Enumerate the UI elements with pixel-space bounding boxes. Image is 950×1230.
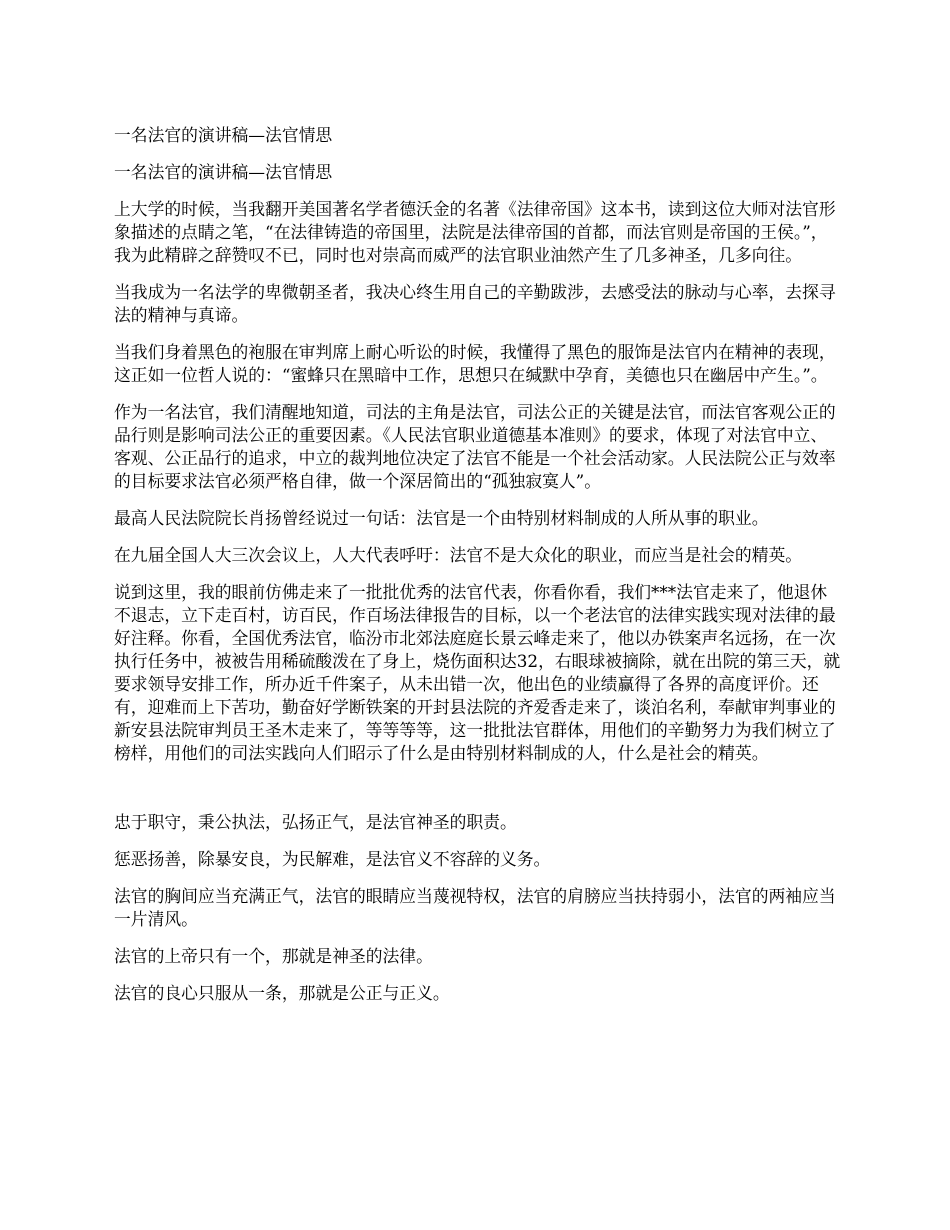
paragraph: 忠于职守，秉公执法，弘扬正气，是法官神圣的职责。 <box>114 812 517 832</box>
document-subtitle: 一名法官的演讲稿—法官情思 <box>114 162 333 182</box>
paragraph: 上大学的时候，当我翻开美国著名学者德沃金的名著《法律帝国》这本书，读到这位大师对法官形象描述的点睛之笔，“在法律铸造的帝国里，法院是法律帝国的首都，而法官则是帝国的王侯。”，我为此精辟之辞赞叹不已，同时也对崇高而威严的法官职业油然产生了几多神圣，几多向往。 <box>114 199 836 265</box>
document-title: 一名法官的演讲稿—法官情思 <box>114 125 333 145</box>
paragraph: 法官的良心只服从一条，那就是公正与正义。 <box>114 983 450 1003</box>
paragraph: 在九届全国人大三次会议上，人大代表呼吁：法官不是大众化的职业，而应当是社会的精英。 <box>114 545 803 565</box>
paragraph: 说到这里，我的眼前仿佛走来了一批批优秀的法官代表，你看你看，我们***法官走来了，他退休不退志，立下走百村，访百民，作百场法律报告的目标，以一个老法官的法律实践实现对法律的最好注释。你看，全国优秀法官，临汾市北郊法庭庭长景云峰走来了，他以办铁案声名远扬，在一次执行任务中，被被告用稀硫酸泼在了身上，烧伤面积达32，右眼球被摘除，就在出院的第三天，就要求领导安排工作，所办近千件案子，从未出错一次，他出色的业绩赢得了各界的高度评价。还有，迎难而上下苦功，勤奋好学断铁案的开封县法院的齐爱香走来了，谈泊名利，奉献审判事业的新安县法院审判员王圣木走来了，等等等等，这一批批法官群体，用他们的辛勤努力为我们树立了榜样，用他们的司法实践向人们昭示了什么是由特别材料制成的人，什么是社会的精英。 <box>114 582 841 763</box>
paragraph: 惩恶扬善，除暴安良，为民解难，是法官义不容辞的义务。 <box>114 849 551 869</box>
paragraph: 作为一名法官，我们清醒地知道，司法的主角是法官，司法公正的关键是法官，而法官客观公正的品行则是影响司法公正的重要因素。《人民法官职业道德基本准则》的要求，体现了对法官中立、客观、公正品行的追求，中立的裁判地位决定了法官不能是一个社会活动家。人民法院公正与效率的目标要求法官必须严格自律，做一个深居简出的“孤独寂寞人”。 <box>114 402 836 491</box>
paragraph: 最高人民法院院长肖扬曾经说过一句话：法官是一个由特别材料制成的人所从事的职业。 <box>114 508 769 528</box>
paragraph: 法官的上帝只有一个，那就是神圣的法律。 <box>114 946 433 966</box>
paragraph: 当我成为一名法学的卑微朝圣者，我决心终生用自己的辛勤跋涉，去感受法的脉动与心率，去探寻法的精神与真谛。 <box>114 282 836 325</box>
paragraph: 法官的胸间应当充满正气，法官的眼睛应当蔑视特权，法官的肩膀应当扶持弱小，法官的两袖应当一片清风。 <box>114 886 836 929</box>
document-body <box>114 124 842 1019</box>
paragraph: 当我们身着黑色的袍服在审判席上耐心听讼的时候，我懂得了黑色的服饰是法官内在精神的表现，这正如一位哲人说的：“蜜蜂只在黑暗中工作，思想只在缄默中孕育，美德也只在幽居中产生。”。 <box>114 342 836 385</box>
paragraph-spacer <box>114 779 842 811</box>
